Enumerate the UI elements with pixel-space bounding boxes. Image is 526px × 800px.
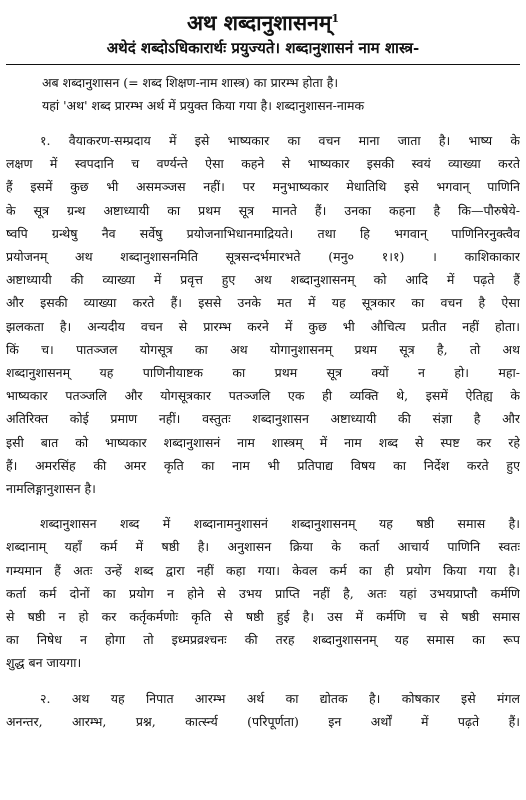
text-line: से षष्ठी न हो कर कर्तृकर्मणोः कृति से षष्ठी हुई है। उस में कर्मणि च से षष्ठी समास [6, 609, 520, 625]
text-line: अनन्तर, आरम्भ, प्रश्न, कार्त्स्न्य (परिपूर्णता) इन अर्थों में पढ़ते हैं। [6, 713, 520, 729]
text-line: शब्दानुशासन शब्द में शब्दानामनुशासनं शब्दानुशासनम् यह षष्ठी समास है। [40, 516, 520, 532]
translation-line: अब शब्दानुशासन (= शब्द शिक्षण-नाम शास्त्र) का प्रारम्भ होता है। [42, 75, 339, 90]
text-line: २. अथ यह निपात आरम्भ अर्थ का द्योतक है। कोषकार इसे मंगल [40, 690, 520, 706]
text-line: हैं इसमें कुछ भी असमञ्जस नहीं। पर मनुभाष्यकार मेधातिथि इसे भगवान् पाणिनि [6, 179, 520, 195]
text-line: लक्षण में स्वपदानि च वर्ण्यन्ते ऐसा कहने से भाष्यकार इसकी स्वयं व्याख्या करते [6, 156, 520, 172]
text-line: किं च। पातञ्जल योगसूत्र का अथ योगानुशासनम् प्रथम सूत्र है, तो अथ [6, 341, 520, 357]
text-line: अष्टाध्यायी की व्याख्या में प्रवृत्त हुए अथ शब्दानुशासनम् को आदि में पढ़ते हैं [6, 272, 520, 288]
sutra-line: अथेदं शब्दोऽधिकारार्थः प्रयुज्यते। शब्दानुशासनं नाम शास्त्र- [106, 39, 420, 57]
text-line: शुद्ध बन जायगा। [6, 655, 82, 671]
commentary-paragraph-2 [6, 512, 520, 674]
translation-line: यहां 'अथ' शब्द प्रारम्भ अर्थ में प्रयुक्त किया गया है। शब्दानुशासन-नामक [42, 98, 365, 113]
title-text: अथ शब्दानुशासनम् [186, 10, 332, 35]
text-line: गम्यमान हैं अतः उन्हें शब्द द्वारा नहीं कहा गया। केवल कर्म का ही प्रयोग किया गया है। [6, 562, 520, 578]
translation-block [6, 71, 520, 117]
text-line: और इसकी व्याख्या करते हैं। इससे उनके मत में यह सूत्रकार का वचन है ऐसा [6, 295, 520, 311]
text-line: शब्दानाम् यहाँ कर्म में षष्ठी है। अनुशासन क्रिया के कर्ता आचार्य पाणिनि स्वतः [6, 539, 520, 555]
text-line: शब्दानुशासनम् यह पाणिनीयाष्टक का प्रथम सूत्र क्यों न हो। महा- [6, 365, 520, 381]
text-line: अतिरिक्त कोई प्रमाण नहीं। वस्तुतः शब्दानुशासन अष्टाध्यायी की संज्ञा है और [6, 411, 520, 427]
divider [6, 64, 520, 65]
text-line: झलकता है। अन्यदीय वचन से प्रारम्भ करने में कुछ भी औचित्य प्रतीत नहीं होता। [6, 318, 520, 334]
commentary-paragraph-1 [6, 129, 520, 500]
text-line: हैं। अमरसिंह की अमर कृति का नाम भी प्रतिपाद्य विषय का निर्देश करते हुए [6, 457, 520, 473]
commentary-paragraph-3 [6, 687, 520, 733]
text-line: १. वैयाकरण-सम्प्रदाय में इसे भाष्यकार का वचन माना जाता है। भाष्य के [40, 133, 520, 148]
text-line: नामलिङ्गानुशासन है। [6, 481, 96, 497]
text-line: कर्ता कर्म दोनों का प्रयोग न होने से उभय प्राप्ति नहीं है, अतः यहां उभयप्राप्तौ कर्मणि [6, 585, 520, 601]
text-line: इसी बात को भाष्यकार शब्दानुशासनं नाम शास्त्रम् में नाम शब्द से स्पष्ट कर रहे [6, 434, 520, 450]
text-line: का निषेध न होगा तो इध्मप्रव्रश्चनः की तरह शब्दानुशासनम् यह समास का रूप [6, 632, 520, 648]
footnote-mark: 1 [331, 12, 340, 25]
text-line: ष्वपि ग्रन्थेषु नैव सर्वेषु प्रयोजनाभिधानमाद्रियते। तथा हि भगवान् पाणिनिरनुक्त्वैव [6, 225, 520, 241]
page-title [6, 4, 520, 36]
text-line: भाष्यकार पतञ्जलि और योगसूत्रकार पतञ्जलि एक ही व्यक्ति थे, इसमें ऐतिह्य के [6, 388, 520, 404]
text-line: के सूत्र ग्रन्थ अष्टाध्यायी का प्रथम सूत्र मानते हैं। उनका कहना है कि—पौरुषेये- [6, 202, 520, 218]
text-line: प्रयोजनम् अथ शब्दानुशासनमिति सूत्रसन्दर्भमारभते (मनु० १।१) । काशिकाकार [6, 249, 520, 265]
